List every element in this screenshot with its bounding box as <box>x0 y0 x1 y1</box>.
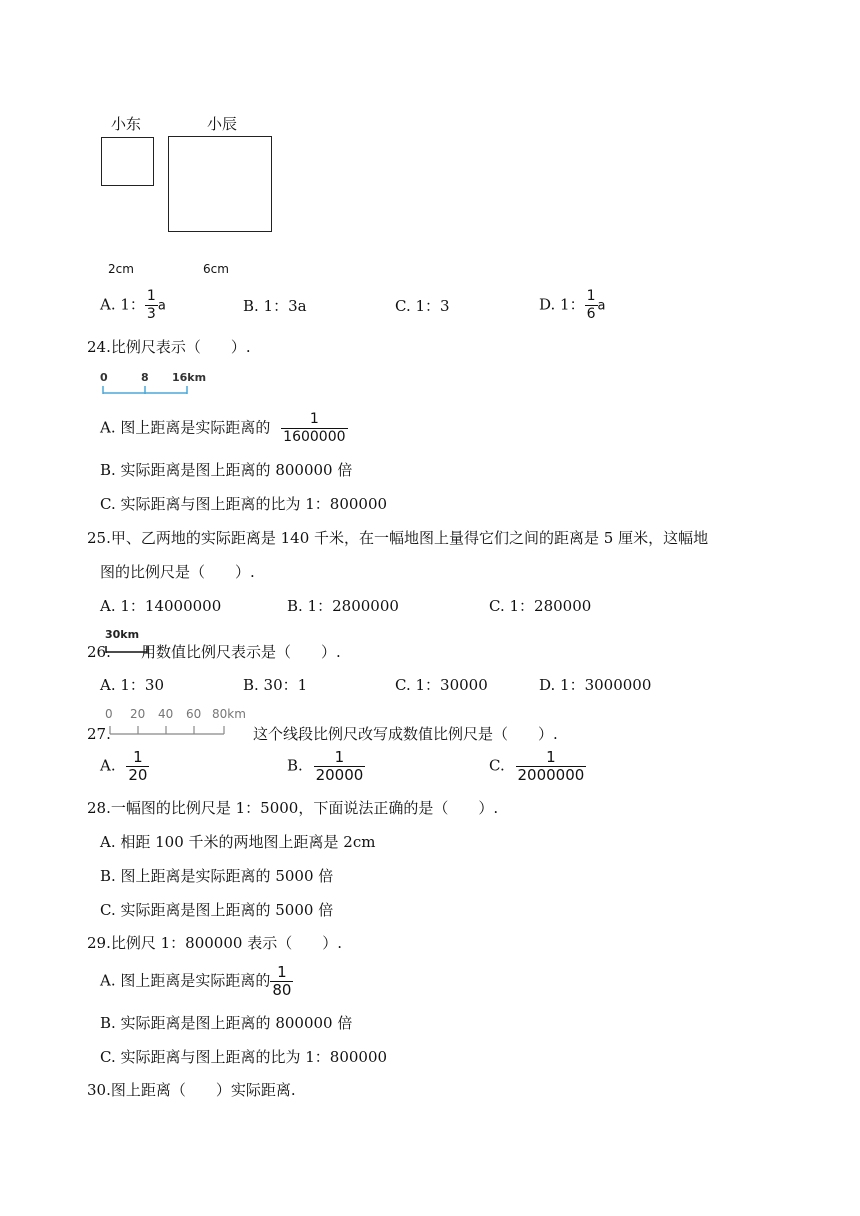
q23-a-suffix: a <box>157 298 166 314</box>
q25-option-b[interactable]: B. 1：2800000 <box>287 597 399 615</box>
q28-stem: 28.一幅图的比例尺是 1：5000，下面说法正确的是（ ）. <box>87 799 499 817</box>
q23-option-d[interactable] <box>539 288 605 323</box>
denominator: 80 <box>272 981 292 999</box>
q27-option-b[interactable] <box>287 749 365 784</box>
q27-b-fraction <box>314 749 366 784</box>
q23-option-b[interactable]: B. 1：3a <box>243 297 307 315</box>
large-square <box>168 136 272 232</box>
q26-option-d[interactable]: D. 1：3000000 <box>539 676 652 694</box>
denominator: 20 <box>128 766 148 784</box>
tick-label-20: 20 <box>130 707 146 721</box>
q24-option-b[interactable]: B. 实际距离是图上距离的 800000 倍 <box>100 461 353 479</box>
q26-number: 26. <box>87 643 111 661</box>
q24-option-a[interactable] <box>100 411 348 446</box>
q25-stem-line2: 图的比例尺是（ ）. <box>100 563 255 581</box>
q23-option-a[interactable] <box>100 288 166 323</box>
q28-option-c[interactable]: C. 实际距离是图上距离的 5000 倍 <box>100 901 334 919</box>
q27-number: 27. <box>87 725 111 743</box>
label-xiaodong: 小东 <box>111 115 142 133</box>
q25-option-c[interactable]: C. 1：280000 <box>489 597 592 615</box>
denominator: 20000 <box>315 766 364 784</box>
q26-option-c[interactable]: C. 1：30000 <box>395 676 488 694</box>
q27-option-c[interactable] <box>489 749 586 784</box>
q23-option-c[interactable]: C. 1：3 <box>395 297 450 315</box>
tick-label-80km: 80km <box>212 707 246 721</box>
q23-d-prefix: D. 1： <box>539 295 585 314</box>
tick-label-16km: 16km <box>172 371 207 384</box>
q26-option-b[interactable]: B. 30：1 <box>243 676 308 694</box>
q24-stem: 24.比例尺表示（ ）. <box>87 338 251 356</box>
q29-option-b[interactable]: B. 实际距离是图上距离的 800000 倍 <box>100 1014 353 1032</box>
numerator: 1 <box>277 963 287 981</box>
q27-a-fraction <box>126 749 149 784</box>
tick-label-60: 60 <box>186 707 202 721</box>
q27-stem: 这个线段比例尺改写成数值比例尺是（ ）. <box>253 725 558 743</box>
denominator: 3 <box>146 306 156 322</box>
q25-option-a[interactable]: A. 1：14000000 <box>100 597 222 615</box>
q25-stem-line1: 25.甲、乙两地的实际距离是 140 千米，在一幅地图上量得它们之间的距离是 5 厘米，这幅地 <box>87 529 709 547</box>
q26-scale-label: 30km <box>105 628 140 641</box>
q29-option-a[interactable] <box>100 964 293 999</box>
q27-b-prefix: B. <box>287 756 303 775</box>
q29-a-fraction <box>270 964 293 999</box>
denominator: 6 <box>586 306 596 322</box>
q27-c-fraction <box>516 749 587 784</box>
size-label-small: 2cm <box>108 262 134 276</box>
numerator: 1 <box>309 411 319 427</box>
numerator: 1 <box>334 748 345 766</box>
q24-scale-bar <box>97 369 207 397</box>
q27-c-prefix: C. <box>489 756 505 775</box>
tick-label-8: 8 <box>141 371 149 384</box>
tick-label-0: 0 <box>100 371 108 384</box>
q23-d-fraction <box>585 288 598 323</box>
q26-option-a[interactable]: A. 1：30 <box>100 676 164 694</box>
denominator: 2000000 <box>517 766 585 784</box>
q27-option-a[interactable] <box>100 749 149 784</box>
q23-d-suffix: a <box>597 298 606 314</box>
q23-a-prefix: A. 1： <box>100 295 145 314</box>
q23-a-fraction <box>145 288 158 323</box>
q27-a-prefix: A. <box>100 756 116 775</box>
q24-a-prefix: A. 图上距离是实际距离的 <box>100 418 271 437</box>
tick-label-0: 0 <box>105 707 113 721</box>
small-square <box>101 137 154 186</box>
numerator: 1 <box>146 288 156 304</box>
q28-option-a[interactable]: A. 相距 100 千米的两地图上距离是 2cm <box>100 833 376 851</box>
q24-option-c[interactable]: C. 实际距离与图上距离的比为 1：800000 <box>100 495 388 513</box>
numerator: 1 <box>586 288 596 304</box>
tick-label-40: 40 <box>158 707 174 721</box>
size-label-large: 6cm <box>203 262 229 276</box>
q28-option-b[interactable]: B. 图上距离是实际距离的 5000 倍 <box>100 867 334 885</box>
q29-stem: 29.比例尺 1：800000 表示（ ）. <box>87 934 342 952</box>
q29-option-c[interactable]: C. 实际距离与图上距离的比为 1：800000 <box>100 1048 388 1066</box>
numerator: 1 <box>133 748 143 766</box>
numerator: 1 <box>546 748 556 766</box>
label-xiaochen: 小辰 <box>207 115 238 133</box>
q24-a-fraction <box>281 411 347 446</box>
q29-a-prefix: A. 图上距离是实际距离的 <box>100 971 271 990</box>
q30-stem: 30.图上距离（ ）实际距离. <box>87 1081 296 1099</box>
q26-stem: 用数值比例尺表示是（ ）. <box>141 643 341 661</box>
q27-scale-bar <box>103 704 253 740</box>
denominator: 1600000 <box>283 429 346 445</box>
